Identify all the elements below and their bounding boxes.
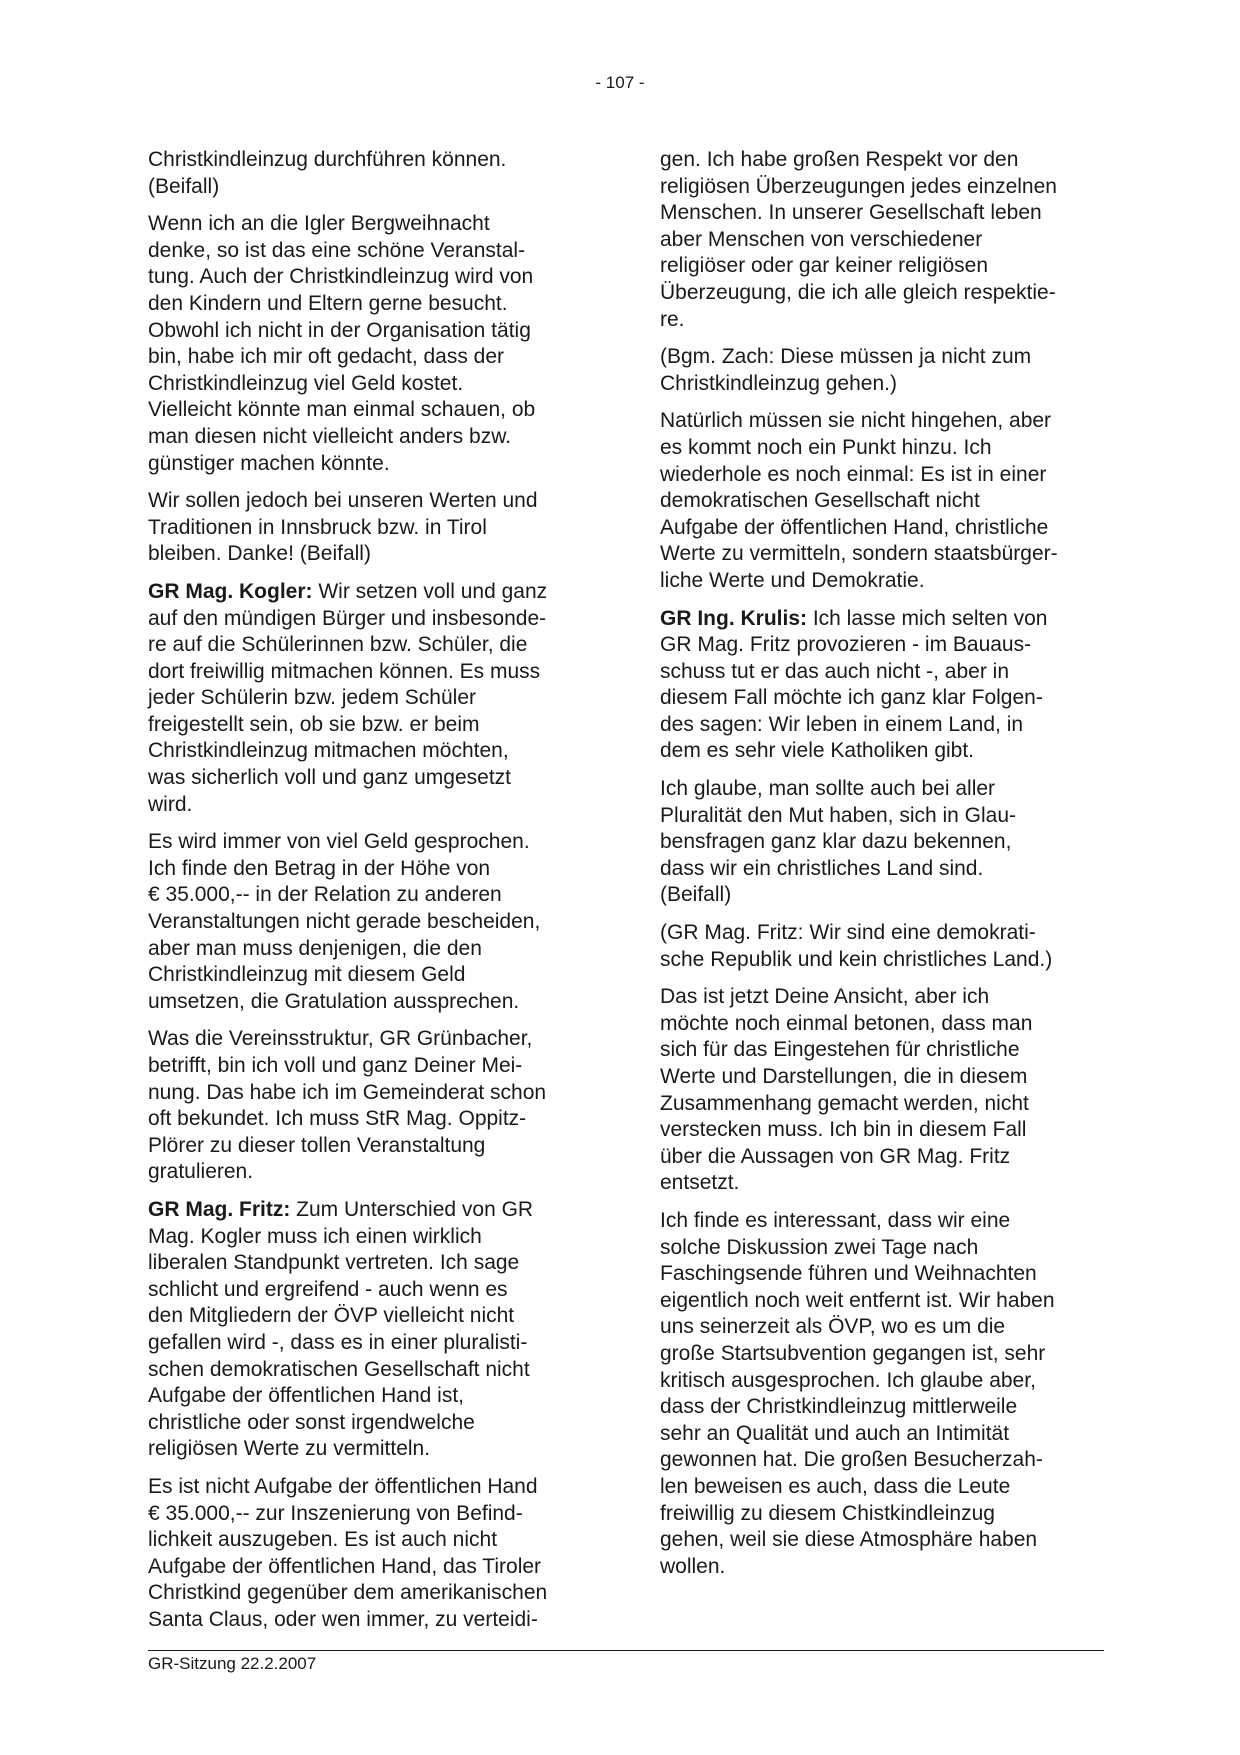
text-line: dort freiwillig mitmachen können. Es muss: [148, 659, 541, 683]
text-line: man diesen nicht vielleicht anders bzw.: [148, 424, 512, 448]
text-line: Aufgabe der öffentlichen Hand, das Tiroler: [148, 1554, 542, 1578]
text-line: auf den mündigen Bürger und insbesonde-: [148, 606, 547, 630]
text-line: uns seinerzeit als ÖVP, wo es um die: [660, 1315, 1006, 1339]
text-line: freiwillig zu diesem Chistkindleinzug: [660, 1501, 995, 1525]
page-number: - 107 -: [595, 73, 645, 92]
text-line: lichkeit auszugeben. Es ist auch nicht: [148, 1528, 498, 1552]
paragraph: [660, 776, 1105, 909]
text-line: € 35.000,-- in der Relation zu anderen: [148, 883, 502, 907]
text-line: Werte zu vermitteln, sondern staatsbürger-: [660, 542, 1058, 566]
text-line: solche Diskussion zwei Tage nach: [660, 1235, 979, 1259]
text-line: sich für das Eingestehen für christliche: [660, 1038, 1020, 1062]
text-line: religiöser oder gar keiner religiösen: [660, 254, 989, 278]
text-line: oft bekundet. Ich muss StR Mag. Oppitz-: [148, 1107, 527, 1131]
text-line: dass der Christkindleinzug mittlerweile: [660, 1395, 1018, 1419]
text-line: Christkindleinzug gehen.): [660, 371, 897, 395]
text-line: was sicherlich voll und ganz umgesetzt: [148, 766, 512, 790]
text-line: Zusammenhang gemacht werden, nicht: [660, 1091, 1029, 1115]
text-line: Werte und Darstellungen, die in diesem: [660, 1065, 1028, 1088]
text-line: (Beifall): [148, 174, 220, 198]
speaker-name: GR Ing. Krulis:: [660, 606, 807, 630]
text-line: gehen, weil sie diese Atmosphäre haben: [660, 1528, 1038, 1552]
text-line: entsetzt.: [660, 1171, 740, 1195]
text-line: betrifft, bin ich voll und ganz Deiner Mei-: [148, 1054, 523, 1077]
paragraph: [148, 1026, 593, 1186]
text-line: Wir sollen jedoch bei unseren Werten und: [148, 489, 538, 513]
text-line: liche Werte und Demokratie.: [660, 568, 925, 592]
text-line: freigestellt sein, ob sie bzw. er beim: [148, 712, 480, 736]
text-line: Das ist jetzt Deine Ansicht, aber ich: [660, 985, 990, 1009]
text-line: Faschingsende führen und Weihnachten: [660, 1262, 1037, 1286]
paragraph: [148, 829, 593, 1015]
text-line: des sagen: Wir leben in einem Land, in: [660, 712, 1024, 736]
text-line: große Startsubvention gegangen ist, sehr: [660, 1341, 1046, 1365]
paragraph: [148, 147, 593, 200]
paragraph: [148, 1474, 593, 1634]
text-line: bleiben. Danke! (Beifall): [148, 542, 371, 566]
paragraph: [660, 408, 1105, 594]
speaker-name: GR Mag. Fritz:: [148, 1197, 291, 1221]
speaker-name: GR Mag. Kogler:: [148, 579, 313, 603]
text-line: schuss tut er das auch nicht -, aber in: [660, 659, 1010, 683]
text-line: es kommt noch ein Punkt hinzu. Ich: [660, 435, 992, 459]
text-line: sehr an Qualität und auch an Intimität: [660, 1421, 1010, 1445]
text-line: schlicht und ergreifend - auch wenn es: [148, 1277, 508, 1301]
text-line: diesem Fall möchte ich ganz klar Folgen-: [660, 686, 1043, 710]
text-line: aber Menschen von verschiedener: [660, 227, 983, 251]
text-line: verstecken muss. Ich bin in diesem Fall: [660, 1118, 1027, 1142]
text-line: den Kindern und Eltern gerne besucht.: [148, 291, 508, 315]
text-line: Menschen. In unserer Gesellschaft leben: [660, 201, 1042, 225]
text-line: Zum Unterschied von GR: [290, 1197, 534, 1221]
paragraph: [148, 488, 593, 568]
text-line: Wir setzen voll und ganz: [312, 579, 548, 603]
text-line: Traditionen in Innsbruck bzw. in Tirol: [148, 515, 487, 539]
text-line: gratulieren.: [148, 1160, 254, 1184]
text-line: jeder Schülerin bzw. jedem Schüler: [148, 686, 477, 710]
text-line: dass wir ein christliches Land sind.: [660, 856, 984, 880]
text-line: Aufgabe der öffentlichen Hand ist,: [148, 1384, 464, 1408]
text-line: bin, habe ich mir oft gedacht, dass der: [148, 345, 505, 369]
text-line: denke, so ist das eine schöne Veranstal-: [148, 238, 526, 262]
text-line: Veranstaltungen nicht gerade bescheiden,: [148, 910, 541, 934]
text-line: dem es sehr viele Katholiken gibt.: [660, 739, 975, 763]
text-line: den Mitgliedern der ÖVP vielleicht nicht: [148, 1304, 515, 1328]
paragraph: [148, 579, 593, 818]
text-line: Wenn ich an die Igler Bergweihnacht: [148, 212, 490, 236]
paragraph: [148, 1197, 593, 1463]
text-line: religiösen Werte zu vermitteln.: [148, 1437, 431, 1461]
text-line: Pluralität den Mut haben, sich in Glau-: [660, 803, 1017, 827]
paragraph: [148, 211, 593, 477]
text-line: möchte noch einmal betonen, dass man: [660, 1011, 1033, 1035]
paragraph: [660, 1208, 1105, 1580]
text-line: Aufgabe der öffentlichen Hand, christliche: [660, 515, 1049, 539]
text-line: Christkindleinzug mit diesem Geld: [148, 963, 466, 987]
text-line: sche Republik und kein christliches Land.): [660, 947, 1053, 971]
text-line: len beweisen es auch, dass die Leute: [660, 1474, 1011, 1498]
text-line: Natürlich müssen sie nicht hingehen, aber: [660, 409, 1052, 433]
text-line: bensfragen ganz klar dazu bekennen,: [660, 830, 1012, 854]
text-line: Plörer zu dieser tollen Veranstaltung: [148, 1133, 486, 1157]
text-line: € 35.000,-- zur Inszenierung von Befind-: [148, 1501, 523, 1525]
text-line: eigentlich noch weit entfernt ist. Wir haben: [660, 1288, 1055, 1312]
text-line: Obwohl ich nicht in der Organisation tätig: [148, 318, 531, 342]
text-line: nung. Das habe ich im Gemeinderat schon: [148, 1080, 547, 1104]
paragraph: [660, 920, 1105, 973]
left-column: [148, 147, 593, 1644]
text-line: wird.: [148, 792, 193, 816]
text-line: Christkind gegenüber dem amerikanischen: [148, 1581, 548, 1605]
text-line: Ich lasse mich selten von: [807, 606, 1048, 630]
text-line: Christkindleinzug mitmachen möchten,: [148, 739, 509, 763]
text-line: gen. Ich habe großen Respekt vor den: [660, 148, 1019, 171]
text-line: Ich finde den Betrag in der Höhe von: [148, 856, 491, 880]
text-line: Was die Vereinsstruktur, GR Grünbacher,: [148, 1027, 533, 1051]
text-line: wollen.: [660, 1554, 726, 1578]
text-line: (GR Mag. Fritz: Wir sind eine demokrati-: [660, 921, 1036, 945]
text-line: christliche oder sonst irgendwelche: [148, 1410, 475, 1434]
text-line: Vielleicht könnte man einmal schauen, ob: [148, 398, 536, 422]
text-line: über die Aussagen von GR Mag. Fritz: [660, 1144, 1011, 1168]
text-line: Ich finde es interessant, dass wir eine: [660, 1208, 1011, 1232]
footer-session-date: GR-Sitzung 22.2.2007: [148, 1654, 317, 1673]
text-line: (Bgm. Zach: Diese müssen ja nicht zum: [660, 345, 1032, 369]
text-line: wiederhole es noch einmal: Es ist in einer: [660, 462, 1047, 486]
text-line: Christkindleinzug viel Geld kostet.: [148, 371, 464, 395]
text-line: kritisch ausgesprochen. Ich glaube aber,: [660, 1368, 1036, 1392]
text-line: religiösen Überzeugungen jedes einzelnen: [660, 174, 1057, 198]
footer-divider: [148, 1650, 1104, 1651]
text-line: Ich glaube, man sollte auch bei aller: [660, 777, 996, 801]
text-line: tung. Auch der Christkindleinzug wird von: [148, 265, 534, 289]
text-line: schen demokratischen Gesellschaft nicht: [148, 1357, 530, 1381]
text-line: Überzeugung, die ich alle gleich respektie-: [660, 280, 1056, 304]
text-line: re auf die Schülerinnen bzw. Schüler, die: [148, 633, 528, 657]
text-line: Santa Claus, oder wen immer, zu verteidi-: [148, 1607, 538, 1631]
text-line: liberalen Standpunkt vertreten. Ich sage: [148, 1251, 520, 1275]
text-line: gewonnen hat. Die großen Besucherzah-: [660, 1448, 1043, 1472]
text-line: Christkindleinzug durchführen können.: [148, 148, 507, 171]
text-line: Es wird immer von viel Geld gesprochen.: [148, 830, 530, 854]
paragraph: [660, 344, 1105, 397]
paragraph: [660, 606, 1105, 766]
paragraph: [660, 147, 1105, 333]
text-line: re.: [660, 307, 685, 331]
text-line: Mag. Kogler muss ich einen wirklich: [148, 1224, 482, 1248]
text-line: demokratischen Gesellschaft nicht: [660, 489, 980, 513]
text-line: günstiger machen könnte.: [148, 451, 390, 475]
text-line: aber man muss denjenigen, die den: [148, 936, 482, 960]
text-line: Es ist nicht Aufgabe der öffentlichen Hand: [148, 1474, 538, 1498]
paragraph: [660, 984, 1105, 1197]
text-line: umsetzen, die Gratulation aussprechen.: [148, 989, 520, 1013]
text-line: (Beifall): [660, 883, 732, 907]
right-column: [660, 147, 1105, 1591]
text-line: GR Mag. Fritz provozieren - im Bauaus-: [660, 633, 1032, 657]
text-line: gefallen wird -, dass es in einer pluralisti-: [148, 1330, 528, 1354]
